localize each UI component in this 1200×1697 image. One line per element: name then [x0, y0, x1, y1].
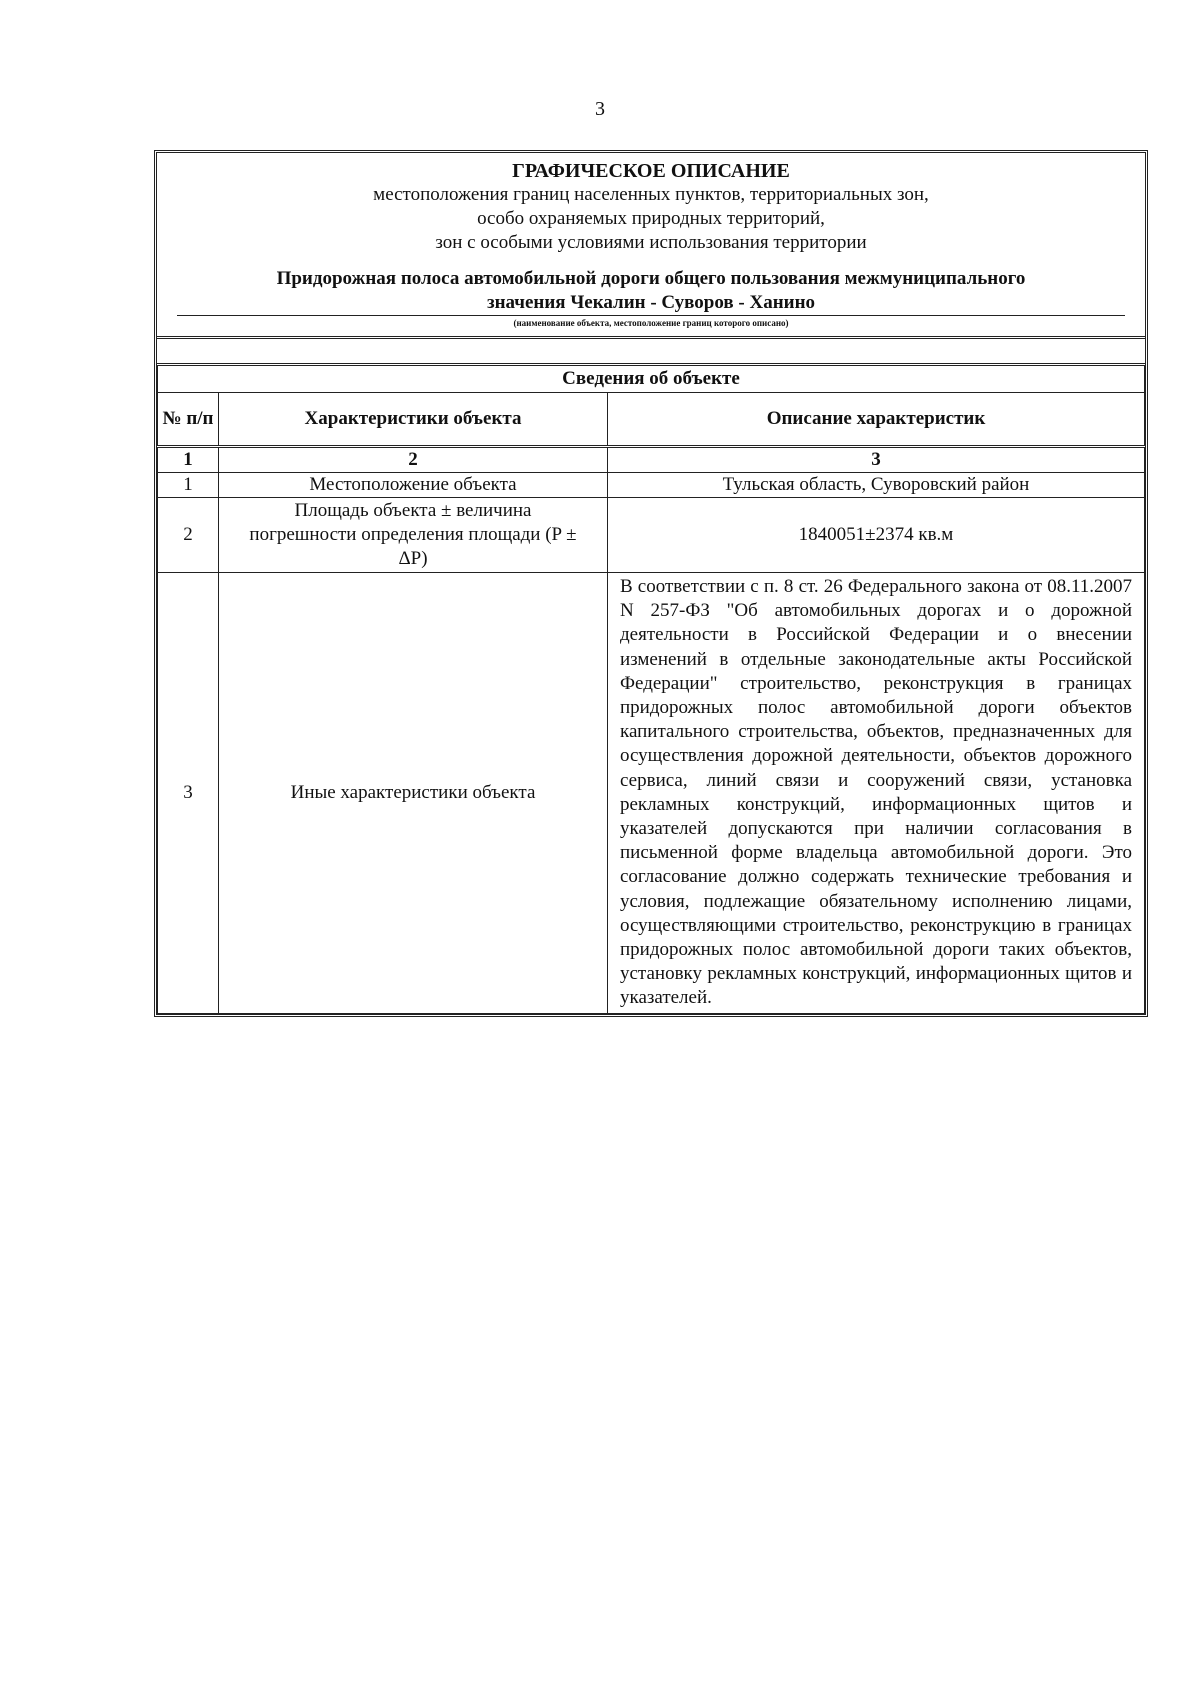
row-number: 2	[158, 498, 219, 573]
column-number-row	[158, 447, 1145, 473]
table-row	[158, 498, 1145, 573]
document-sheet	[154, 150, 1148, 1017]
row-characteristic: Площадь объекта ± величина погрешности определения площади (P ± ΔP)	[219, 498, 608, 573]
row-characteristic: Иные характеристики объекта	[219, 573, 608, 1014]
row-number: 1	[158, 473, 219, 498]
subtitle-line-2: особо охраняемых природных территорий,	[477, 208, 825, 229]
object-name-line-1: Придорожная полоса автомобильной дороги общего пользования межмуниципального	[276, 268, 1026, 289]
object-info-table	[157, 363, 1145, 1014]
subtitle-line-3: зон с особыми условиями использования территории	[435, 232, 867, 253]
table-row	[158, 473, 1145, 498]
header-num: № п/п	[158, 393, 219, 447]
title-block	[157, 153, 1145, 339]
column-number-2: 2	[219, 447, 608, 473]
column-number-1: 1	[158, 447, 219, 473]
row-description: В соответствии с п. 8 ст. 26 Федерального закона от 08.11.2007 N 257-ФЗ "Об автомобильных дорогах и о дорожной деятельности в Российской Федерации и о внесении изменений в отдельные законодательные акты Российской Федерации" строительство, реконструкция в границах придорожных полос автомобильной дороги объектов капитального строительства, объектов, предназначенных для осуществления дорожной деятельности, объектов дорожного сервиса, линий связи и сооружений связи, установка рекламных конструкций, информационных щитов и указателей допускаются при наличии согласования в письменной форме владельца автомобильной дороги. Это согласование должно содержать технические требования и условия, подлежащие обязательному исполнению лицами, осуществляющими строительство, реконструкцию в границах придорожных полос автомобильной дороги таких объектов, установку рекламных конструкций, информационных щитов и указателей.	[608, 573, 1145, 1014]
object-name-line-2: значения Чекалин - Суворов - Ханино	[486, 292, 816, 313]
row-description: Тульская область, Суворовский район	[608, 473, 1145, 498]
table-header-row	[158, 393, 1145, 447]
table-row	[158, 573, 1145, 1014]
row-characteristic: Местоположение объекта	[219, 473, 608, 498]
document-title: ГРАФИЧЕСКОЕ ОПИСАНИЕ	[512, 160, 790, 182]
header-description: Описание характеристик	[608, 393, 1145, 447]
spacer	[157, 339, 1145, 363]
row-description: 1840051±2374 кв.м	[608, 498, 1145, 573]
object-name-caption: (наименование объекта, местоположение границ которого описано)	[513, 318, 789, 328]
page-number: 3	[595, 98, 605, 120]
subtitle-line-1: местоположения границ населенных пунктов, территориальных зон,	[373, 184, 929, 205]
column-number-3: 3	[608, 447, 1145, 473]
section-title: Сведения об объекте	[158, 365, 1145, 393]
header-characteristic: Характеристики объекта	[219, 393, 608, 447]
object-name-underline	[177, 315, 1125, 316]
row-number: 3	[158, 573, 219, 1014]
